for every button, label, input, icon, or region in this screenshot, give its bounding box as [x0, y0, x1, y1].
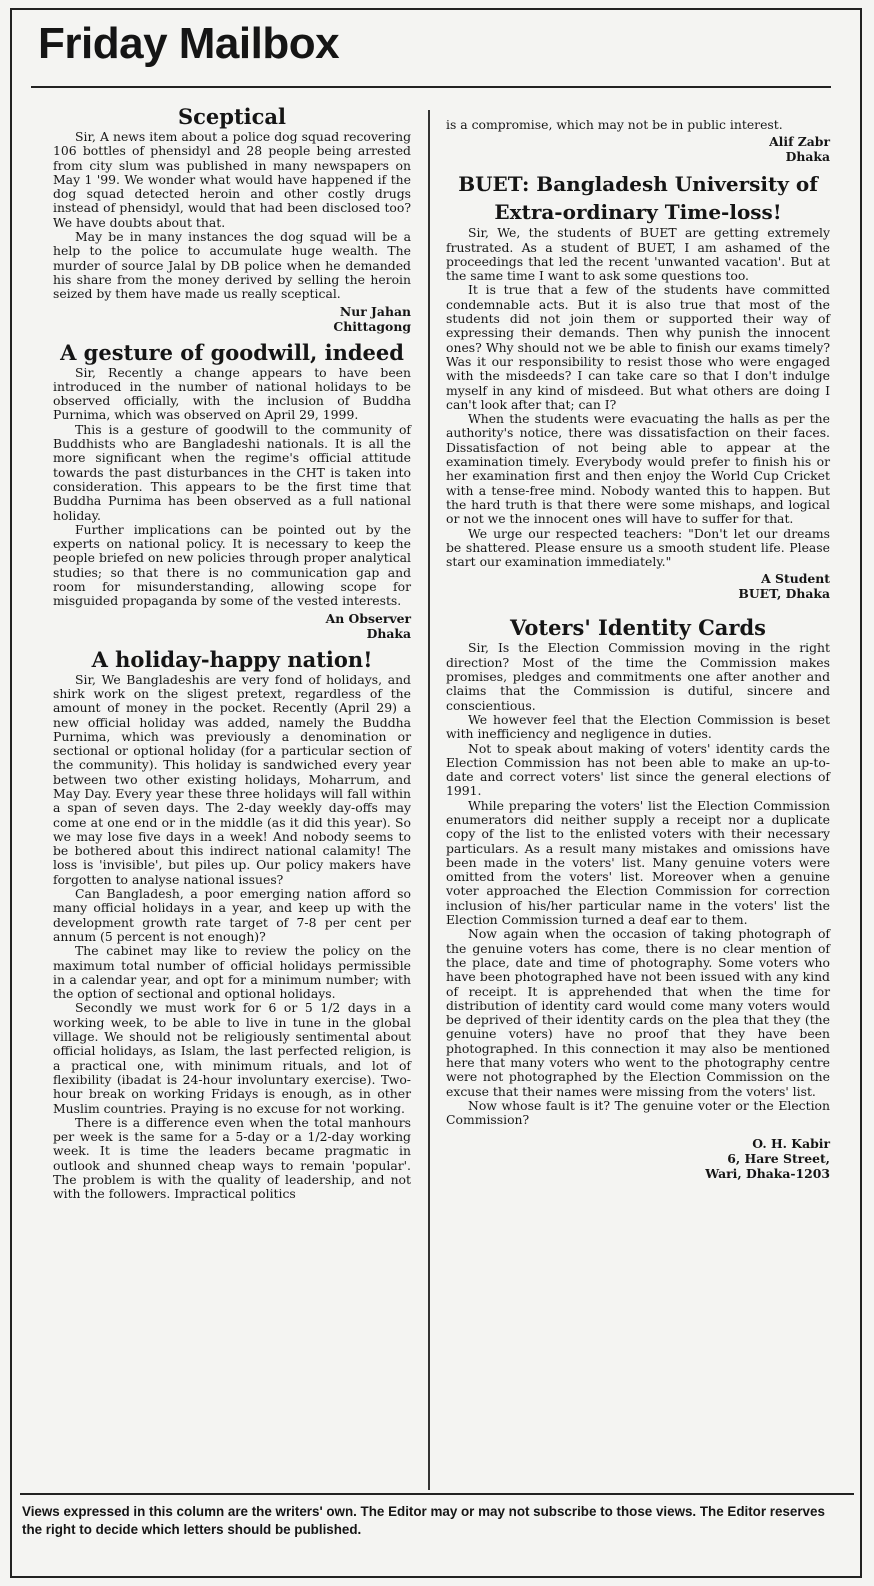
letter-paragraph: There is a difference even when the total manhours per week is the same for a 5-day or a 1/2-day working week. It is time the leaders became pragmatic in outlook and shunned cheap ways to remain 'popular'. The problem is with the quality of leadership, and not with the followers. Impractical politics [53, 1114, 411, 1202]
signature-name: Alif Zabr [769, 134, 830, 150]
letter-paragraph: The cabinet may like to review the policy on the maximum total number of official holidays permissible in a calendar year, and opt for a minimum number; with the option of sectional and optional holidays. [53, 943, 411, 1002]
left-column [53, 104, 411, 1202]
letter-paragraph: Sir, We, the students of BUET are getting extremely frustrated. As a student of BUET, I am ashamed of the proceedings that led the recent 'unwanted vacation'. But at the same time I want to ask some questions too. [446, 225, 830, 284]
letter-paragraph: Now whose fault is it? The genuine voter or the Election Commission? [446, 1097, 830, 1128]
letter-paragraph: May be in many instances the dog squad will be a help to the police to accumulate huge wealth. The murder of source Jalal by DB police when he demanded his share from the money derived by selling the heroin seized by them have made us really sceptical. [53, 229, 411, 302]
letter-title: BUET: Bangladesh University of Extra-ordinary Time-loss! [458, 172, 818, 225]
letter-buet [446, 170, 830, 601]
letter-title: Voters' Identity Cards [510, 615, 766, 641]
signature-place: Dhaka [785, 149, 830, 165]
letter-paragraph: It is true that a few of the students have committed condemnable acts. But it is also true that most of the students did not join them or supported their way of expressing their demands. Then why punish the innocent ones? Why should not we be able to finish our exams timely? Was it our responsibility to resist those who were engaged with the misdeeds? I can take care so that I don't indulge myself in any kind of misdeed. But what others are doing I can't look after that; can I? [446, 282, 830, 412]
letter-paragraph: This is a gesture of goodwill to the community of Buddhists who are Bangladeshi nationals. It is all the more significant when the regime's official attitude towards the past disturbances in the CHT is taken into consideration. This appears to be the first time that Buddha Purnima has been observed as a full national holiday. [53, 421, 411, 523]
letter-paragraph: While preparing the voters' list the Election Commission enumerators did neither supply a receipt nor a duplicate copy of the list to the enlisted voters with their necessary particulars. As a result many mistakes and omissions have been made in the voters' list. Many genuine voters were omitted from the voters' list. Moreover when a genuine voter approached the Election Commission for correction inclusion of his/her particular name in the voters' list the Election Commission turned a deaf ear to them. [446, 797, 830, 928]
letter-signature [446, 134, 830, 164]
letter-paragraph: Further implications can be pointed out by the experts on national policy. It is necessary to keep the people briefed on new policies through proper analytical studies; so that there is no communication gap and room for misunderstanding, allowing scope for misguided propaganda by some of the vested interests. [53, 521, 411, 609]
masthead-title: Friday Mailbox [38, 19, 340, 68]
header-divider [31, 86, 831, 88]
signature-name: Nur Jahan [339, 303, 411, 319]
signature-address: 6, Hare Street, [727, 1150, 830, 1166]
letter-signature [446, 1136, 830, 1181]
letter-paragraph: Sir, A news item about a police dog squad recovering 106 bottles of phensidyl and 28 people being arrested from city slum was published in many newspapers on May 1 '99. We wonder what would have happened if the dog squad detected heroin and other costly drugs instead of phensidyl, would that had been disclosed too? We have doubts about that. [53, 129, 411, 230]
letter-paragraph: We urge our respected teachers: "Don't let our dreams be shattered. Please ensure us a smooth student life. Please start our examination immediately." [446, 525, 830, 570]
letter-paragraph: Sir, We Bangladeshis are very fond of holidays, and shirk work on the sligest pretext, regardless of the amount of money in the pocket. Recently (April 29) a new official holiday was added, namely the Buddha Purnima, which was previously a denomination or sectional or optional holiday (for a particular section of the community). This holiday is sandwiched every year between two other existing holidays, Moharrum, and May Day. Every year these three holidays will fall within a span of seven days. The 2-day weekly day-offs may come at one end or in the middle (as it did this year). So we may lose five days in a week! And nobody seems to be bothered about this indirect national calamity! The loss is 'invisible', but piles up. Our policy makers have forgotten to analyse national issues? [53, 671, 411, 887]
letter-paragraph: Secondly we must work for 6 or 5 1/2 days in a working week, to be able to live in tune in the global village. We should not be religiously sentimental about official holidays, as Islam, the last perfected religion, is a practical one, with minimum rituals, and lot of flexibility (ibadat is 24-hour involuntary exercise). Two-hour break on working Fridays is enough, as in other Muslim countries. Praying is no excuse for not working. [53, 1000, 411, 1116]
letter-continuation [446, 118, 830, 164]
letter-paragraph: Sir, Recently a change appears to have been introduced in the number of national holidays to be observed officially, with the inclusion of Buddha Purnima, which was observed on April 29, 1999. [53, 364, 411, 423]
letter-signature [446, 571, 830, 601]
continued-text: is a compromise, which may not be in public interest. [446, 117, 783, 132]
letter-paragraph: We however feel that the Election Commission is beset with inefficiency and negligence in duties. [446, 711, 830, 742]
letter-paragraph: Not to speak about making of voters' identity cards the Election Commission has not been able to make an up-to-date and correct voters' list since the general elections of 1991. [446, 740, 830, 799]
letter-sceptical [53, 104, 411, 334]
letter-voters-identity-cards [446, 615, 830, 1180]
right-column [446, 118, 830, 1181]
footer-divider [20, 1493, 854, 1495]
letter-paragraph: When the students were evacuating the halls as per the authority's notice, there was dissatisfaction on their faces. Dissatisfaction of not being able to appear at the examination timely. Everybody would prefer to finish his or her examination first and then enjoy the World Cup Cricket with a tense-free mind. Nobody wanted this to happen. But the hard truth is that there were some mishaps, and logical or not we the innocent ones will have to suffer for that. [446, 411, 830, 527]
letter-title: Sceptical [177, 104, 287, 129]
letter-holiday-happy-nation [53, 647, 411, 1202]
signature-place: BUET, Dhaka [738, 586, 830, 602]
signature-name: An Observer [325, 610, 411, 626]
signature-place: Wari, Dhaka-1203 [705, 1165, 830, 1181]
column-divider [428, 110, 430, 1490]
letter-paragraph: Can Bangladesh, a poor emerging nation afford so many official holidays in a year, and keep up with the development growth rate target of 7-8 per cent per annum (5 percent is not enough)? [53, 886, 411, 944]
letter-gesture-of-goodwill [53, 340, 411, 641]
letter-title: A gesture of goodwill, indeed [60, 339, 404, 365]
letter-title: A holiday-happy nation! [91, 646, 373, 672]
signature-name: O. H. Kabir [752, 1135, 830, 1151]
letter-signature [53, 304, 411, 334]
signature-place: Dhaka [366, 625, 411, 641]
editor-disclaimer: Views expressed in this column are the writers' own. The Editor may or may not subscribe to those views. The Editor reserves the right to decide which letters should be published. [22, 1504, 825, 1537]
signature-place: Chittagong [333, 318, 411, 334]
letter-paragraph: Sir, Is the Election Commission moving in the right direction? Most of the time the Commission makes promises, pledges and commitments one after another and claims that the Commission is dutiful, sincere and conscientious. [446, 640, 830, 713]
letter-paragraph: Now again when the occasion of taking photograph of the genuine voters has come, there is no clear mention of the place, date and time of photography. Some voters who have been photographed have not been issued with any kind of receipt. It is apprehended that when the time for distribution of identity card would come many voters would be deprived of their identity cards on the plea that they (the genuine voters) have no proof that they have been photographed. In this connection it may also be mentioned here that many voters who went to the photography centre were not photographed by the Election Commission on the excuse that their names were missing from the voters' list. [446, 926, 830, 1099]
letter-signature [53, 611, 411, 641]
signature-name: A Student [761, 571, 830, 587]
